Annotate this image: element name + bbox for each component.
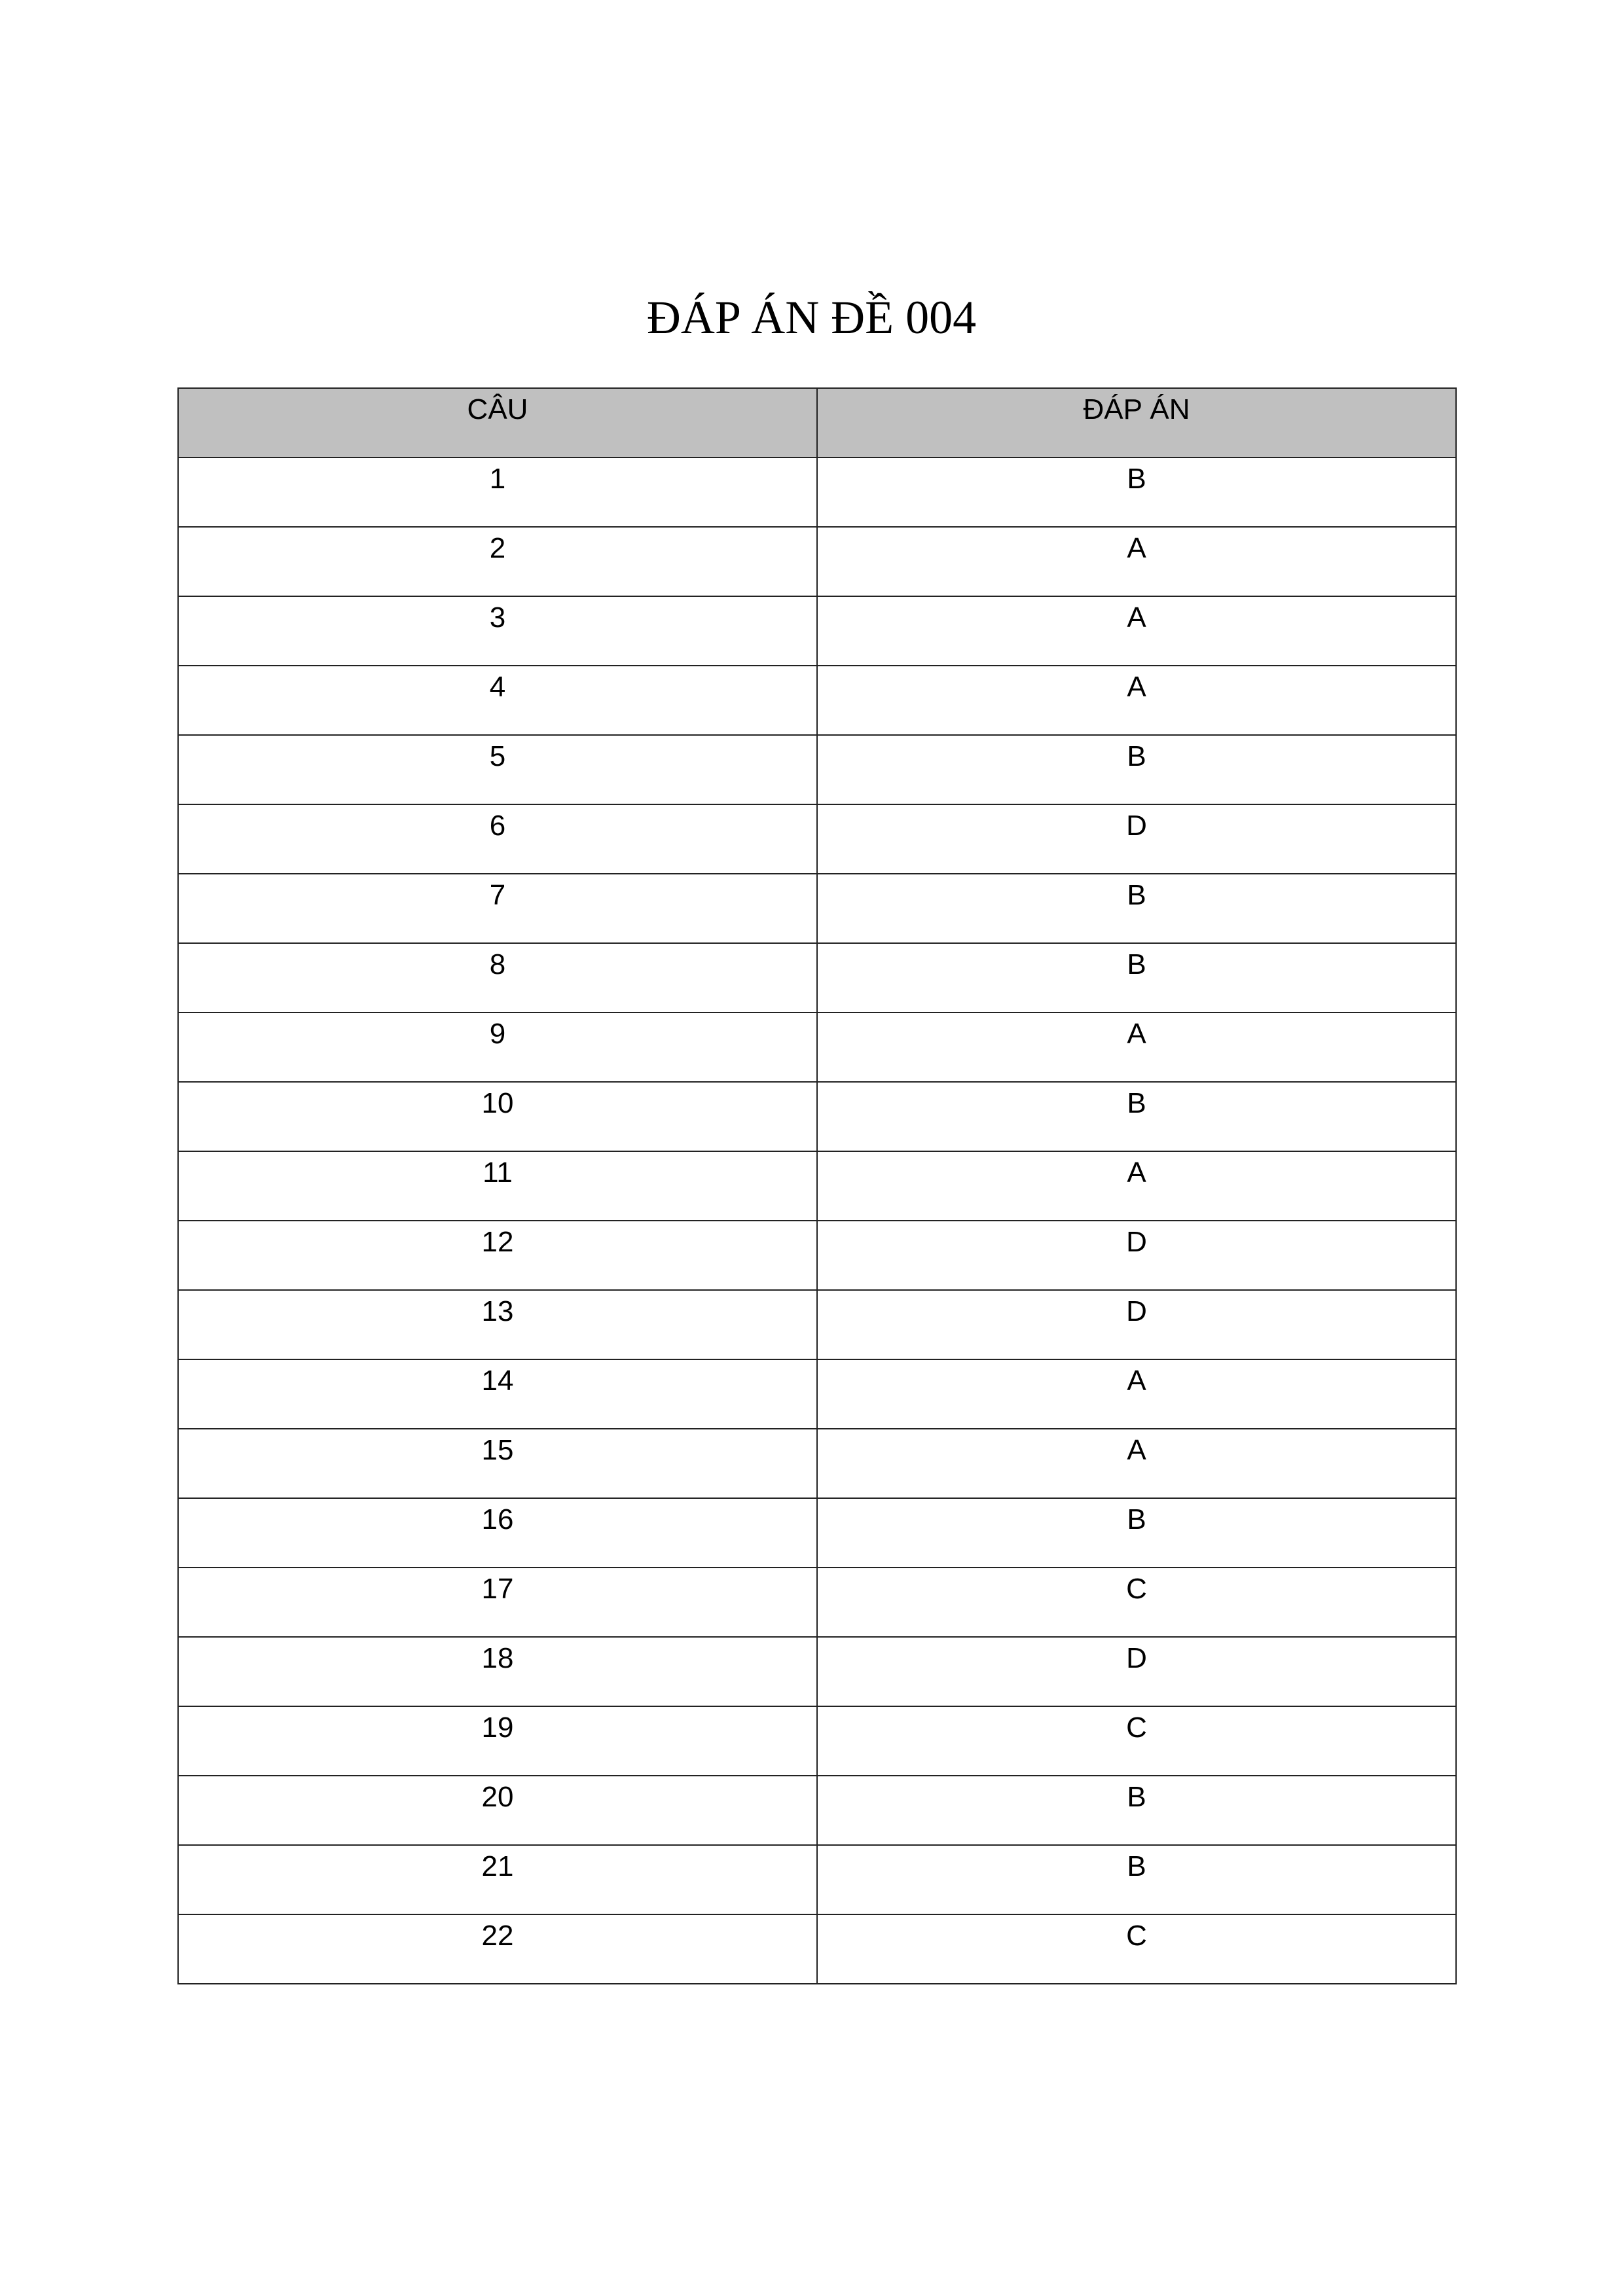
answer-cell: A xyxy=(817,596,1456,666)
table-row xyxy=(178,1845,1456,1914)
table-row xyxy=(178,1568,1456,1637)
table-row xyxy=(178,1290,1456,1359)
table-row xyxy=(178,457,1456,527)
table-row xyxy=(178,1013,1456,1082)
table-row xyxy=(178,527,1456,596)
answer-cell: B xyxy=(817,943,1456,1013)
table-row xyxy=(178,735,1456,804)
answer-cell: D xyxy=(817,804,1456,874)
answer-cell: B xyxy=(817,1498,1456,1568)
column-header-answer: ĐÁP ÁN xyxy=(817,388,1456,457)
question-number-cell: 5 xyxy=(178,735,817,804)
table-row xyxy=(178,1429,1456,1498)
answer-cell: A xyxy=(817,1429,1456,1498)
question-number-cell: 9 xyxy=(178,1013,817,1082)
table-row xyxy=(178,874,1456,943)
question-number-cell: 2 xyxy=(178,527,817,596)
answer-cell: A xyxy=(817,1013,1456,1082)
page-title: ĐÁP ÁN ĐỀ 004 xyxy=(646,291,977,344)
answer-cell: B xyxy=(817,1845,1456,1914)
table-row xyxy=(178,666,1456,735)
table-row xyxy=(178,804,1456,874)
question-number-cell: 7 xyxy=(178,874,817,943)
question-number-cell: 1 xyxy=(178,457,817,527)
answer-cell: C xyxy=(817,1914,1456,1984)
question-number-cell: 17 xyxy=(178,1568,817,1637)
question-number-cell: 12 xyxy=(178,1221,817,1290)
question-number-cell: 14 xyxy=(178,1359,817,1429)
answer-cell: B xyxy=(817,1776,1456,1845)
answer-table xyxy=(177,387,1457,1984)
question-number-cell: 22 xyxy=(178,1914,817,1984)
question-number-cell: 3 xyxy=(178,596,817,666)
question-number-cell: 6 xyxy=(178,804,817,874)
table-header-row xyxy=(178,388,1456,457)
question-number-cell: 11 xyxy=(178,1151,817,1221)
table-row xyxy=(178,1151,1456,1221)
question-number-cell: 4 xyxy=(178,666,817,735)
question-number-cell: 13 xyxy=(178,1290,817,1359)
answer-cell: B xyxy=(817,735,1456,804)
answer-cell: A xyxy=(817,1151,1456,1221)
answer-cell: C xyxy=(817,1706,1456,1776)
table-row xyxy=(178,1498,1456,1568)
table-row xyxy=(178,1082,1456,1151)
question-number-cell: 21 xyxy=(178,1845,817,1914)
table-row xyxy=(178,596,1456,666)
answer-cell: D xyxy=(817,1221,1456,1290)
question-number-cell: 20 xyxy=(178,1776,817,1845)
answer-cell: B xyxy=(817,874,1456,943)
question-number-cell: 19 xyxy=(178,1706,817,1776)
answer-cell: D xyxy=(817,1290,1456,1359)
table-row xyxy=(178,1221,1456,1290)
table-row xyxy=(178,1776,1456,1845)
table-row xyxy=(178,943,1456,1013)
table-row xyxy=(178,1706,1456,1776)
question-number-cell: 8 xyxy=(178,943,817,1013)
question-number-cell: 18 xyxy=(178,1637,817,1706)
answer-cell: B xyxy=(817,457,1456,527)
column-header-question: CÂU xyxy=(178,388,817,457)
table-row xyxy=(178,1359,1456,1429)
question-number-cell: 10 xyxy=(178,1082,817,1151)
answer-cell: C xyxy=(817,1568,1456,1637)
answer-cell: A xyxy=(817,1359,1456,1429)
answer-cell: B xyxy=(817,1082,1456,1151)
answer-cell: A xyxy=(817,666,1456,735)
answer-table-body xyxy=(178,457,1456,1984)
question-number-cell: 15 xyxy=(178,1429,817,1498)
answer-cell: A xyxy=(817,527,1456,596)
table-row xyxy=(178,1637,1456,1706)
table-row xyxy=(178,1914,1456,1984)
answer-cell: D xyxy=(817,1637,1456,1706)
question-number-cell: 16 xyxy=(178,1498,817,1568)
